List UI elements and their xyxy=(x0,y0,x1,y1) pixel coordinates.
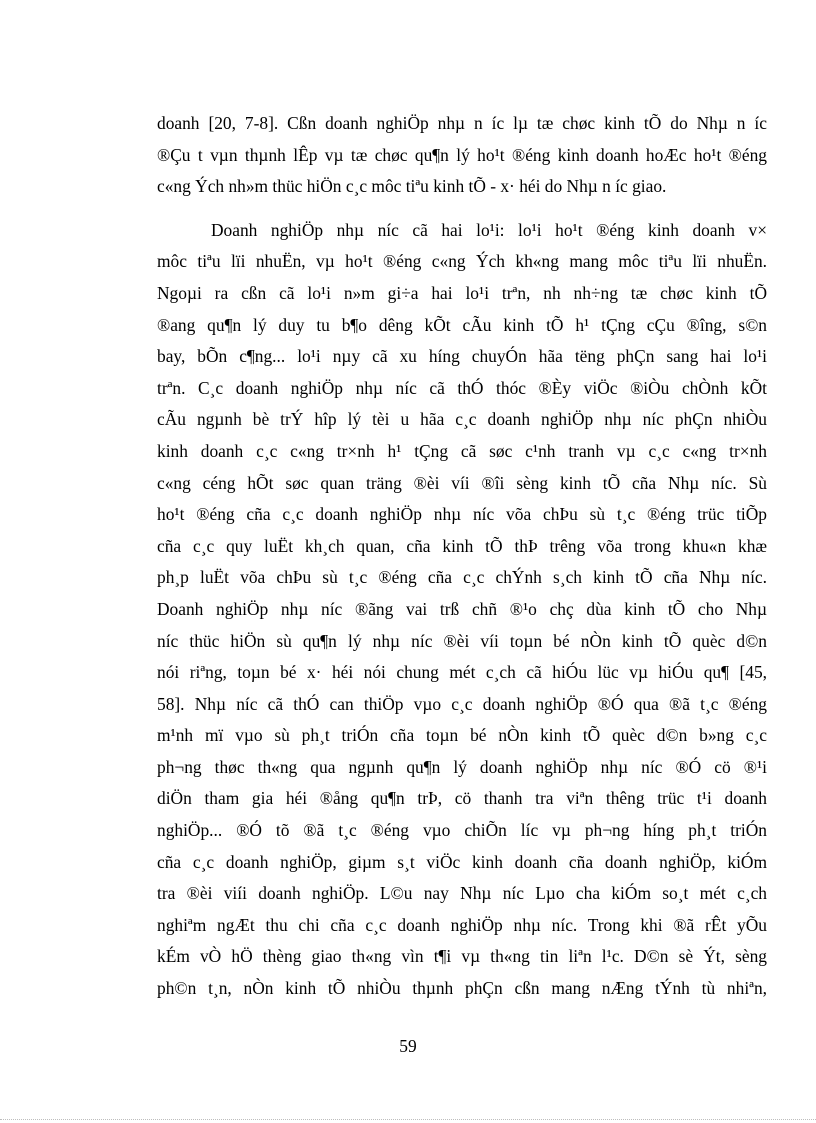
text-line: kinh doanh c¸c c«ng tr×nh h¹ tÇng cã søc c¹nh tranh vµ c¸c c«ng tr×nh xyxy=(157,440,767,461)
text-line: Doanh nghiÖp nhµ níc ®ãng vai trß chñ ®¹o chç dùa kinh tÕ cho Nhµ xyxy=(157,598,767,619)
text-line: cña c¸c doanh nghiÖp, giµm s¸t viÖc kinh doanh cña doanh nghiÖp, kiÓm xyxy=(157,851,767,872)
text-line: 58]. Nhµ níc cã thÓ can thiÖp vµo c¸c doanh nghiÖp ®Ó qua ®ã t¸c ®éng xyxy=(157,693,767,714)
text-line: Doanh nghiÖp nhµ níc cã hai lo¹i: lo¹i ho¹t ®éng kinh doanh v× xyxy=(211,219,767,240)
text-line: c«ng Ých nh»m thüc hiÖn c¸c môc tiªu kinh tÕ - x· héi do Nhµ n íc giao. xyxy=(157,176,667,197)
text-line: ph©n t¸n, nÒn kinh tÕ nhiÒu thµnh phÇn cßn mang nÆng tÝnh tù nhiªn, xyxy=(157,978,767,999)
text-line: trªn. C¸c doanh nghiÖp nhµ níc cã thÓ thóc ®Èy viÖc ®iÒu chÒnh kÕt xyxy=(157,377,767,398)
text-line: nghiªm ngÆt thu chi cña c¸c doanh nghiÖp nhµ níc. Trong khi ®ã rÊt yÕu xyxy=(157,914,767,935)
text-line: môc tiªu lïi nhuËn, vµ ho¹t ®éng c«ng Ých kh«ng mang môc tiªu lïi nhuËn. xyxy=(157,251,767,272)
text-line: nói riªng, toµn bé x· héi nói chung mét c¸ch cã hiÓu lüc vµ hiÓu qu¶ [45, xyxy=(157,662,767,683)
text-line: nghiÖp... ®Ó tõ ®ã t¸c ®éng vµo chiÕn líc vµ ph¬ng híng ph¸t triÓn xyxy=(157,820,767,841)
text-line: tra ®èi viíi doanh nghiÖp. L©u nay Nhµ níc Lµo cha kiÓm so¸t mét c¸ch xyxy=(157,883,767,904)
text-line: cÃu ngµnh bè trÝ hîp lý tèi u hãa c¸c doanh nghiÖp nhµ níc phÇn nhiÒu xyxy=(157,409,767,430)
text-line: ph¬ng thøc th«ng qua ngµnh qu¶n lý doanh nghiÖp nhµ níc ®Ó cö ®¹i xyxy=(157,756,767,777)
page-bottom-divider xyxy=(0,1119,816,1120)
page-number: 59 xyxy=(399,1036,417,1056)
text-line: c«ng céng hÕt søc quan träng ®èi víi ®îi sèng kinh tÕ cña Nhµ níc. Sù xyxy=(157,472,767,493)
text-line: ®ang qu¶n lý duy tu b¶o dêng kÕt cÃu kinh tÕ h¹ tÇng cÇu ®îng, s©n xyxy=(157,314,767,335)
body-text xyxy=(157,108,767,1005)
text-line: diÖn tham gia héi ®ång qu¶n trÞ, cö thanh tra viªn thêng trüc t¹i doanh xyxy=(157,788,767,809)
text-line: níc thüc hiÖn sù qu¶n lý nhµ níc ®èi víi toµn bé nÒn kinh tÕ quèc d©n xyxy=(157,630,767,651)
text-line: doanh [20, 7-8]. Cßn doanh nghiÖp nhµ n íc lµ tæ chøc kinh tÕ do Nhµ n íc xyxy=(157,113,767,133)
text-line: bay, bÕn c¶ng... lo¹i nµy cã xu híng chuyÓn hãa tëng phÇn sang hai lo¹i xyxy=(157,346,767,367)
text-line: ho¹t ®éng cña c¸c doanh nghiÖp nhµ níc võa chÞu sù t¸c ®éng trüc tiÕp xyxy=(157,504,767,525)
text-line: ph¸p luËt võa chÞu sù t¸c ®éng cña c¸c chÝnh s¸ch kinh tÕ cña Nhµ níc. xyxy=(157,567,767,588)
text-line: kÉm vÒ hÖ thèng giao th«ng vìn t¶i vµ th«ng tin liªn l¹c. D©n sè Ýt, sèng xyxy=(157,946,767,967)
text-line: ®Çu t vµn thµnh lÊp vµ tæ chøc qu¶n lý ho¹t ®éng kinh doanh hoÆc ho¹t ®éng xyxy=(157,144,767,165)
paragraph-gap xyxy=(157,203,767,215)
text-line: Ngoµi ra cßn cã lo¹i n»m gi÷a hai lo¹i trªn, nh nh÷ng tæ chøc kinh tÕ xyxy=(157,282,767,303)
text-line: cña c¸c quy luËt kh¸ch quan, cña kinh tÕ thÞ trêng võa trong khu«n khæ xyxy=(157,535,767,556)
text-line: m¹nh mï vµo sù ph¸t triÓn cña toµn bé nÒn kinh tÕ quèc d©n b»ng c¸c xyxy=(157,725,767,746)
